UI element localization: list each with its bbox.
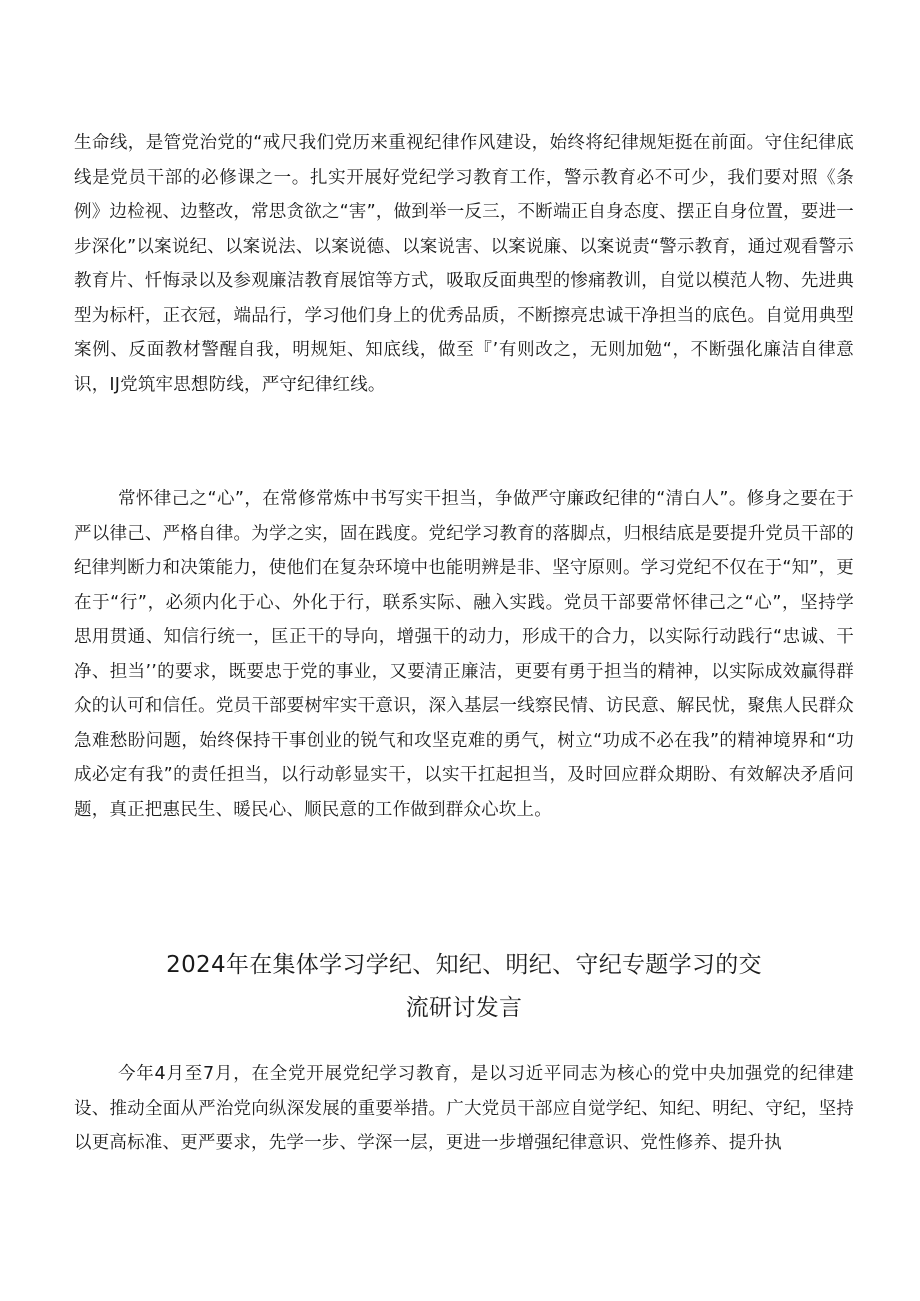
section-title-line-1: 2024年在集体学习学纪、知纪、明纪、守纪专题学习的交 <box>166 952 762 978</box>
paragraph-2: 常怀律己之“心”，在常修常炼中书写实干担当，争做严守廉政纪律的“清白人”。修身之要在于严以律己、严格自律。为学之实，固在践度。党纪学习教育的落脚点，归根结底是要提升党员干部的纪律判断力和决策能力，使他们在复杂环境中也能明辨是非、坚守原则。学习党纪不仅在于“知”，更在于“行”，必须内化于心、外化于行，联系实际、融入实践。党员干部要常怀律己之“心”，坚持学思用贯通、知信行统一，匡正干的导向，增强干的动力，形成干的合力，以实际行动践行“忠诚、干净、担当’’的要求，既要忠于党的事业，又要清正廉洁，更要有勇于担当的精神，以实际成效赢得群众的认可和信任。党员干部要树牢实干意识，深入基层一线察民情、访民意、解民忧，聚焦人民群众急难愁盼问题，始终保持干事创业的锐气和攻坚克难的勇气，树立“功成不必在我”的精神境界和“功成必定有我”的责任担当，以行动彰显实干，以实干扛起担当，及时回应群众期盼、有效解决矛盾问题，真正把惠民生、暖民心、顺民意的工作做到群众心坎上。 <box>74 489 854 820</box>
paragraph-continued: 生命线，是管党治党的“戒尺我们党历来重视纪律作风建设，始终将纪律规矩挺在前面。守住纪律底线是党员干部的必修课之一。扎实开展好党纪学习教育工作，警示教育必不可少，我们要对照《条例》边检视、边整改，常思贪欲之“害”，做到举一反三，不断端正自身态度、摆正自身位置，要进一步深化”以案说纪、以案说法、以案说德、以案说害、以案说廉、以案说责“警示教育，通过观看警示教育片、忏悔录以及参观廉洁教育展馆等方式，吸取反面典型的惨痛教训，自觉以模范人物、先进典型为标杆，正衣冠，端品行，学习他们身上的优秀品质，不断擦亮忠诚干净担当的底色。自觉用典型案例、反面教材警醒自我，明规矩、知底线，做至『’有则改之，无则加勉“，不断强化廉洁自律意识，IJ党筑牢思想防线，严守纪律红线。 <box>74 133 854 395</box>
paragraph-3: 今年4月至7月，在全党开展党纪学习教育，是以习近平同志为核心的党中央加强党的纪律建设、推动全面从严治党向纵深发展的重要举措。广大党员干部应自觉学纪、知纪、明纪、守纪，坚持以更高标准、更严要求，先学一步、学深一层，更进一步增强纪律意识、党性修养、提升执 <box>74 1064 854 1153</box>
section-title-line-2: 流研讨发言 <box>405 995 523 1021</box>
section-title <box>74 944 854 1030</box>
